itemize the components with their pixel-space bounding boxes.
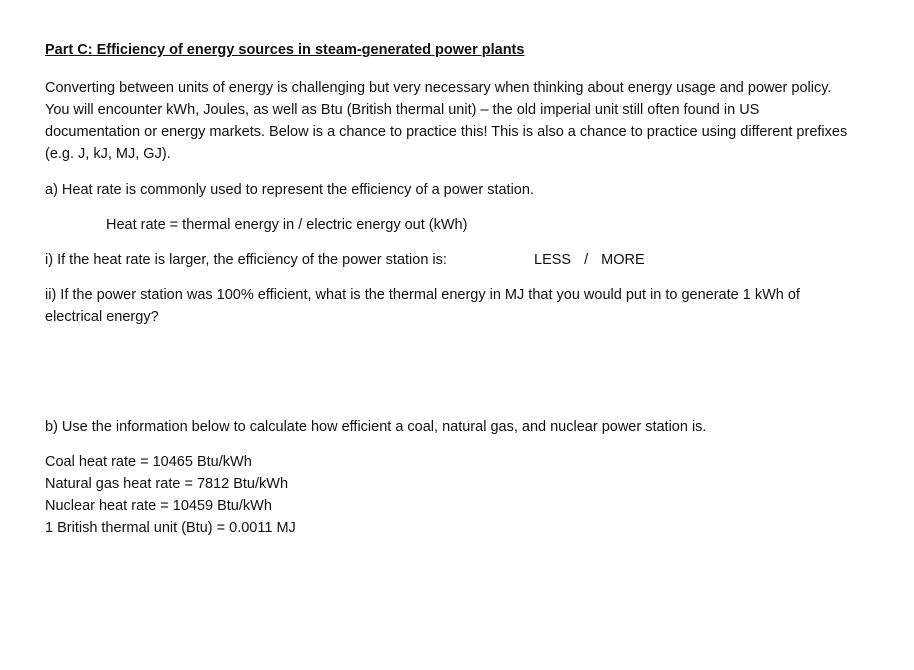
- intro-paragraph: Converting between units of energy is challenging but very necessary when thinking about energy usage and power policy. You will encounter kWh, Joules, as well as Btu (British thermal unit) – the old imperial unit still often found in US documentation or energy markets. Below is a chance to practice this! This is also a chance to practice using different prefixes (e.g. J, kJ, MJ, GJ).: [45, 80, 848, 162]
- worksheet-page: [45, 40, 855, 539]
- question-a-i-text: i) If the heat rate is larger, the efficiency of the power station is:: [45, 252, 447, 268]
- natural-gas-heat-rate: Natural gas heat rate = 7812 Btu/kWh: [45, 476, 289, 492]
- option-separator: /: [584, 252, 589, 268]
- question-a-i: [45, 249, 855, 271]
- option-less: LESS: [534, 252, 572, 268]
- heat-rate-formula: Heat rate = thermal energy in / electric energy out (kWh): [106, 217, 468, 233]
- option-more: MORE: [601, 252, 645, 268]
- heat-rate-data-list: [45, 451, 855, 539]
- question-b: b) Use the information below to calculate how efficient a coal, natural gas, and nuclear power station is.: [45, 419, 707, 435]
- question-a-ii: ii) If the power station was 100% efficient, what is the thermal energy in MJ that you would put in to generate 1 kWh of electrical energy?: [45, 287, 800, 325]
- coal-heat-rate: Coal heat rate = 10465 Btu/kWh: [45, 454, 252, 470]
- less-more-choice: [534, 249, 645, 271]
- nuclear-heat-rate: Nuclear heat rate = 10459 Btu/kWh: [45, 498, 272, 514]
- section-title: Part C: Efficiency of energy sources in steam-generated power plants: [45, 42, 525, 58]
- question-a: a) Heat rate is commonly used to represent the efficiency of a power station.: [45, 182, 534, 198]
- btu-conversion: 1 British thermal unit (Btu) = 0.0011 MJ: [45, 520, 296, 536]
